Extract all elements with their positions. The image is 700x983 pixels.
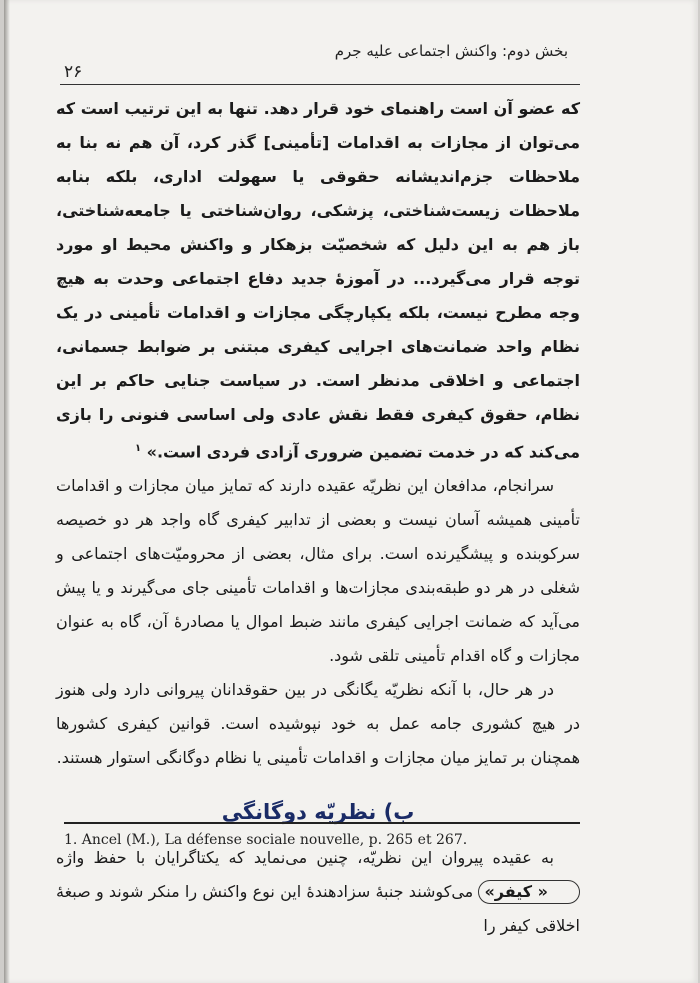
paragraph-4-start: به عقیده پیروان این نظریّه، چنین می‌نماید که یکتاگرایان با حفظ واژه	[56, 848, 554, 868]
scan-edge-shadow	[4, 0, 10, 983]
footnote-text: 1. Ancel (M.), La défense sociale nouvelle, p. 265 et 267.	[64, 832, 468, 848]
paragraph-4	[56, 841, 580, 943]
paragraph-2: سرانجام، مدافعان این نظریّه عقیده دارند که تمایز میان مجازات و اقدامات تأمینی همیشه آسان نیست و بعضی از تدابیر کیفری گاه واجد هر دو خصیصه سرکوبنده و پیشگیرنده است. برای مثال، بعضی از محرومیّت‌های اجتماعی و شغلی در هر دو طبقه‌بندی مجازات‌ها و اقدامات تأمینی جای می‌گیرند و یا پیش می‌آید که ضمانت اجرایی کیفری مانند ضبط اموال یا مصادرهٔ آن، گاه به عنوان مجازات و گاه اقدام تأمینی تلقی شود.	[56, 476, 580, 666]
page-body	[56, 92, 580, 943]
page-number: ۲۶	[64, 62, 83, 82]
running-header: بخش دوم: واکنش اجتماعی علیه جرم	[334, 42, 568, 60]
footnote-marker: ۱	[134, 443, 142, 454]
footnote-divider	[64, 822, 580, 824]
book-page	[4, 0, 698, 983]
paragraph-3: در هر حال، با آنکه نظریّه یگانگی در بین حقوقدانان پیروانی دارد ولی هنوز در هیچ کشوری جامه عمل به خود نپوشیده است. قوانین کیفری کشورها همچنان بر تمایز میان مجازات و اقدامات تأمینی یا نظام دوگانگی استوار هستند.	[56, 680, 580, 768]
section-heading: ب) نظریّه دوگانگی	[221, 800, 415, 825]
circled-term: « کیفر»	[478, 880, 580, 904]
header-divider	[60, 84, 580, 85]
quote-text: که عضو آن است راهنمای خود قرار دهد. تنها به این ترتیب است که می‌توان از مجازات به اقدامات [تأمینی] گذر کرد، آن هم نه بنا به ملاحظات جزم‌اندیشانه حقوقی یا سهولت اداری، بلکه بنابه ملاحظات زیست‌شناختی، پزشکی، روان‌شناختی یا جامعه‌شناختی، باز هم به این دلیل که شخصیّت بزهکار و واکنش محیط او مورد توجه قرار می‌گیرد... در آموزهٔ جدید دفاع اجتماعی وحدت به هیچ وجه مطرح نیست، بلکه یکپارچگی مجازات و اقدامات تأمینی در یک نظام واحد ضمانت‌های اجرایی کیفری مبتنی بر ضوابط جسمانی، اجتماعی و اخلاقی مدنظر است. در سیاست جنایی حاکم بر این نظام، حقوق کیفری فقط نقش عادی ولی اساسی فنونی را بازی می‌کند که در خدمت تضمین ضروری آزادی فردی است.»	[56, 99, 580, 462]
quote-paragraph	[56, 92, 580, 469]
paragraph-4-end: می‌کوشند جنبهٔ سزادهندهٔ این نوع واکنش را منکر شوند و صبغهٔ اخلاقی کیفر را	[56, 882, 580, 936]
